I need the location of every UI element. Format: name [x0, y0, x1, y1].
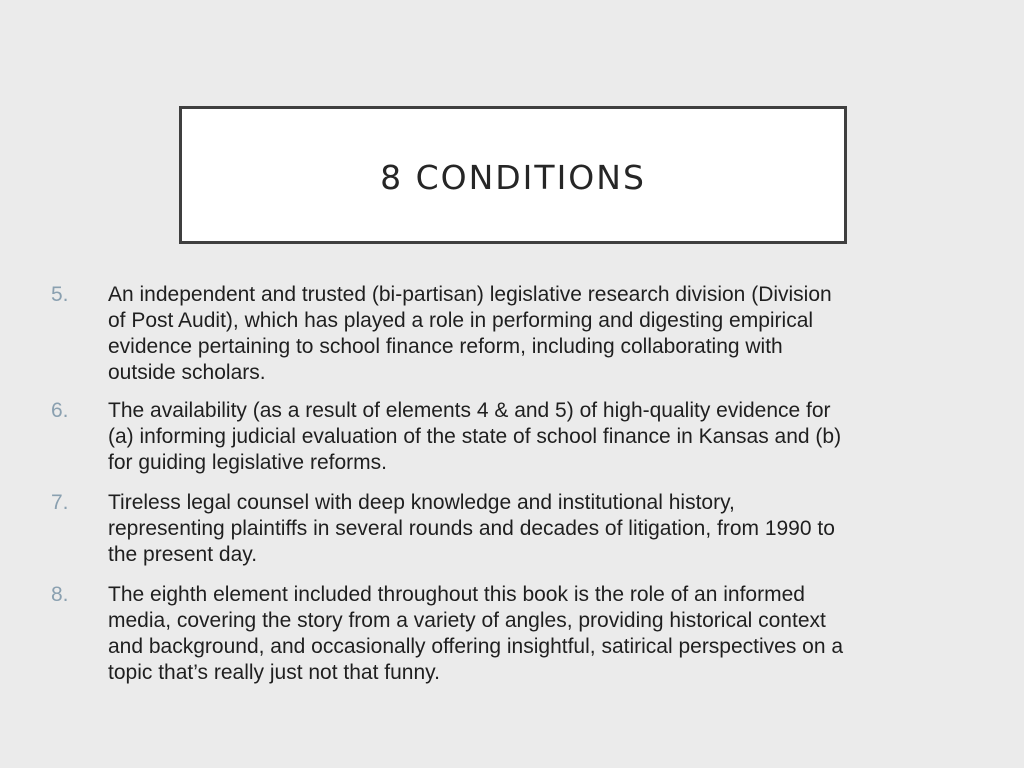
text-line: for guiding legislative reforms. — [108, 451, 387, 474]
list-item-text — [108, 398, 976, 476]
text-line: topic that’s really just not that funny. — [108, 661, 440, 684]
slide-title: 8 CONDITIONS — [380, 157, 646, 197]
text-line: media, covering the story from a variety of angles, providing historical context — [108, 609, 826, 632]
list-item-number: 5. — [51, 283, 69, 306]
title-box — [179, 106, 847, 244]
text-line: (a) informing judicial evaluation of the state of school finance in Kansas and (b) — [108, 425, 842, 448]
text-line: outside scholars. — [108, 361, 266, 384]
text-line: The eighth element included throughout this book is the role of an informed — [108, 583, 805, 606]
list-item-text — [108, 282, 976, 386]
list-item-number: 7. — [51, 491, 69, 514]
text-line: representing plaintiffs in several rounds and decades of litigation, from 1990 to — [108, 517, 835, 540]
list-item-number: 6. — [51, 399, 69, 422]
list-item-number: 8. — [51, 583, 69, 606]
list-item-text — [108, 582, 976, 686]
text-line: and background, and occasionally offering insightful, satirical perspectives on a — [108, 635, 844, 658]
text-line: of Post Audit), which has played a role in performing and digesting empirical — [108, 309, 814, 332]
text-line: An independent and trusted (bi-partisan) legislative research division (Division — [108, 283, 832, 306]
text-line: the present day. — [108, 543, 258, 566]
text-line: Tireless legal counsel with deep knowledge and institutional history, — [108, 491, 735, 514]
list-item-text — [108, 490, 976, 568]
text-line: The availability (as a result of elements 4 & and 5) of high-quality evidence for — [108, 399, 831, 422]
text-line: evidence pertaining to school finance reform, including collaborating with — [108, 335, 783, 358]
